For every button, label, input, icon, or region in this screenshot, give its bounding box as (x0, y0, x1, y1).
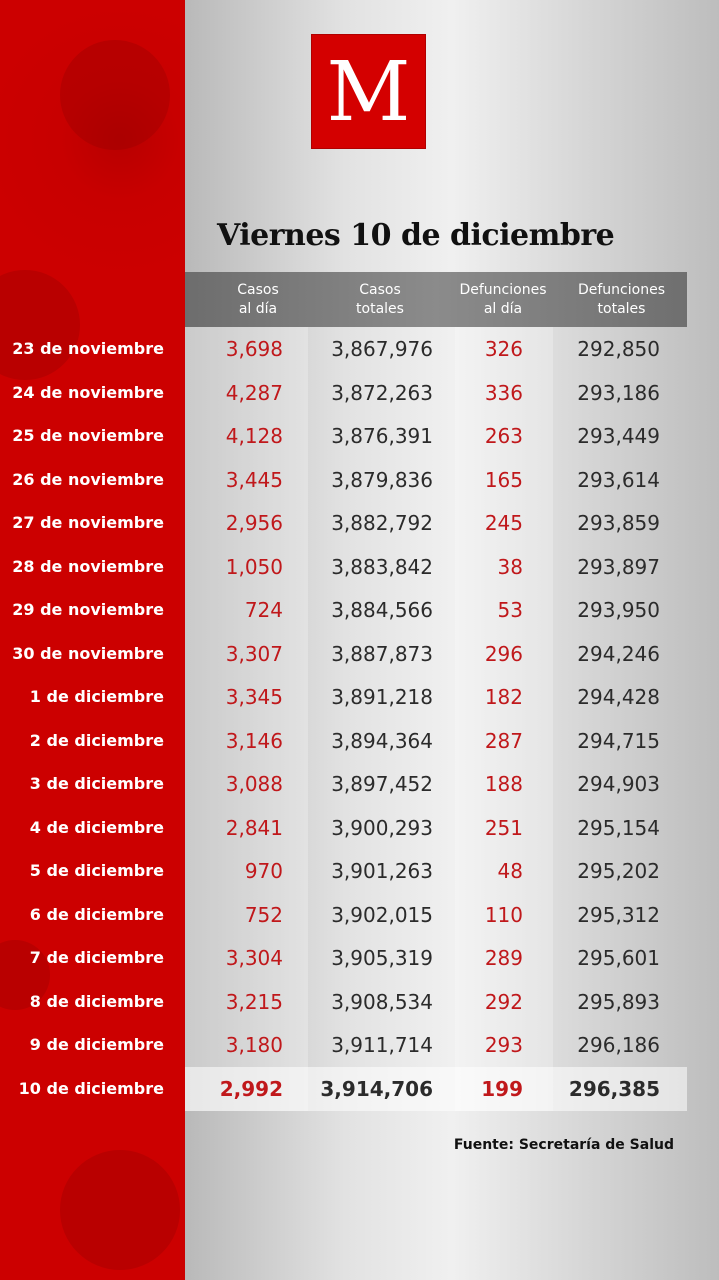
defunciones-totales-value: 294,246 (577, 641, 660, 666)
casos-totales-value: 3,901,263 (331, 859, 433, 883)
row-date: 6 de diciembre (29, 904, 164, 924)
casos-dia-value: 2,841 (225, 815, 283, 840)
table-row (0, 458, 719, 502)
casos-totales-value: 3,884,566 (331, 598, 433, 622)
defunciones-totales-value: 294,715 (577, 728, 660, 753)
defunciones-totales-value: 293,859 (577, 511, 660, 535)
table-header (185, 272, 687, 327)
defunciones-dia-value: 293 (484, 1033, 523, 1057)
table-row (0, 936, 719, 980)
defunciones-totales-value: 295,202 (577, 859, 660, 883)
table-row (0, 501, 719, 545)
header-casos-dia: Casos al día (237, 281, 279, 317)
defunciones-dia-value: 199 (481, 1076, 523, 1101)
casos-dia-value: 3,180 (225, 1033, 283, 1057)
table-row (0, 849, 719, 893)
casos-dia-value: 1,050 (225, 554, 283, 579)
defunciones-dia-value: 263 (484, 424, 523, 448)
virus-illustration (60, 1150, 180, 1270)
casos-totales-value: 3,897,452 (331, 772, 433, 796)
row-date: 1 de diciembre (29, 687, 164, 706)
milenio-logo (311, 34, 426, 149)
defunciones-dia-value: 336 (484, 380, 523, 405)
casos-totales-value: 3,887,873 (331, 641, 433, 666)
row-date: 23 de noviembre (12, 339, 164, 358)
row-date: 27 de noviembre (12, 513, 164, 532)
defunciones-totales-value: 294,428 (577, 685, 660, 709)
casos-dia-value: 724 (244, 598, 283, 622)
table-row (0, 719, 719, 763)
virus-illustration (60, 40, 170, 150)
casos-totales-value: 3,902,015 (331, 902, 433, 927)
defunciones-totales-value: 293,449 (577, 424, 660, 448)
table-row (0, 632, 719, 676)
row-date: 28 de noviembre (12, 556, 164, 576)
casos-totales-value: 3,883,842 (331, 554, 433, 579)
row-date: 25 de noviembre (12, 426, 164, 445)
table-row (0, 675, 719, 719)
casos-dia-value: 3,445 (225, 467, 283, 492)
defunciones-dia-value: 53 (497, 598, 523, 622)
casos-dia-value: 3,088 (225, 772, 283, 796)
casos-totales-value: 3,879,836 (331, 467, 433, 492)
table-row (0, 1023, 719, 1067)
defunciones-dia-value: 182 (484, 685, 523, 709)
casos-dia-value: 970 (244, 859, 283, 883)
table-row (0, 980, 719, 1024)
defunciones-dia-value: 245 (484, 511, 523, 535)
defunciones-totales-value: 293,897 (577, 554, 660, 579)
logo-letter: M (326, 45, 411, 140)
casos-totales-value: 3,891,218 (331, 685, 433, 709)
casos-totales-value: 3,914,706 (320, 1076, 433, 1101)
casos-totales-value: 3,905,319 (331, 946, 433, 970)
row-date: 4 de diciembre (29, 817, 164, 837)
page-title: Viernes 10 de diciembre (217, 218, 615, 253)
defunciones-totales-value: 293,950 (577, 598, 660, 622)
source-note: Fuente: Secretaría de Salud (453, 1137, 674, 1153)
table-row (0, 806, 719, 850)
casos-dia-value: 752 (244, 902, 283, 927)
casos-totales-value: 3,876,391 (331, 424, 433, 448)
table-row (0, 762, 719, 806)
casos-dia-value: 2,992 (219, 1076, 283, 1101)
casos-totales-value: 3,882,792 (331, 511, 433, 535)
defunciones-dia-value: 110 (484, 902, 523, 927)
defunciones-totales-value: 295,312 (577, 902, 660, 927)
casos-dia-value: 3,146 (225, 728, 283, 753)
defunciones-totales-value: 296,385 (568, 1076, 660, 1101)
row-date: 24 de noviembre (12, 382, 164, 402)
table-row (0, 1067, 719, 1111)
row-date: 5 de diciembre (29, 861, 164, 880)
defunciones-totales-value: 295,893 (577, 989, 660, 1014)
casos-totales-value: 3,894,364 (331, 728, 433, 753)
header-defunciones-totales: Defunciones totales (577, 281, 665, 317)
defunciones-totales-value: 292,850 (577, 337, 660, 361)
header-defunciones-dia: Defunciones al día (459, 281, 547, 317)
defunciones-totales-value: 293,614 (577, 467, 660, 492)
defunciones-dia-value: 292 (484, 989, 523, 1014)
row-date: 9 de diciembre (29, 1035, 164, 1054)
defunciones-totales-value: 293,186 (577, 380, 660, 405)
row-date: 29 de noviembre (12, 600, 164, 619)
header-casos-totales: Casos totales (356, 281, 404, 317)
defunciones-totales-value: 295,154 (577, 815, 660, 840)
defunciones-totales-value: 294,903 (577, 772, 660, 796)
defunciones-totales-value: 295,601 (577, 946, 660, 970)
row-date: 7 de diciembre (29, 948, 164, 967)
row-date: 26 de noviembre (12, 469, 164, 489)
row-date: 30 de noviembre (12, 643, 164, 663)
table-row (0, 893, 719, 937)
defunciones-dia-value: 251 (484, 815, 523, 840)
casos-dia-value: 4,287 (225, 380, 283, 405)
casos-totales-value: 3,872,263 (331, 380, 433, 405)
casos-dia-value: 3,215 (225, 989, 283, 1014)
casos-dia-value: 3,307 (225, 641, 283, 666)
casos-dia-value: 4,128 (225, 424, 283, 448)
casos-dia-value: 3,345 (225, 685, 283, 709)
table-row (0, 414, 719, 458)
casos-dia-value: 3,304 (225, 946, 283, 970)
row-date: 3 de diciembre (29, 774, 164, 793)
casos-totales-value: 3,911,714 (331, 1033, 433, 1057)
casos-totales-value: 3,900,293 (331, 815, 433, 840)
table-row (0, 327, 719, 371)
table-row (0, 371, 719, 415)
defunciones-dia-value: 165 (484, 467, 523, 492)
casos-dia-value: 3,698 (225, 337, 283, 361)
casos-totales-value: 3,867,976 (331, 337, 433, 361)
defunciones-dia-value: 188 (484, 772, 523, 796)
data-table (0, 327, 719, 1110)
table-row (0, 545, 719, 589)
defunciones-dia-value: 289 (484, 946, 523, 970)
defunciones-dia-value: 38 (497, 554, 523, 579)
defunciones-dia-value: 326 (484, 337, 523, 361)
row-date: 10 de diciembre (18, 1078, 164, 1098)
casos-totales-value: 3,908,534 (331, 989, 433, 1014)
row-date: 2 de diciembre (29, 730, 164, 750)
defunciones-dia-value: 296 (484, 641, 523, 666)
table-row (0, 588, 719, 632)
casos-dia-value: 2,956 (225, 511, 283, 535)
defunciones-dia-value: 48 (497, 859, 523, 883)
defunciones-totales-value: 296,186 (577, 1033, 660, 1057)
defunciones-dia-value: 287 (484, 728, 523, 753)
row-date: 8 de diciembre (29, 991, 164, 1011)
